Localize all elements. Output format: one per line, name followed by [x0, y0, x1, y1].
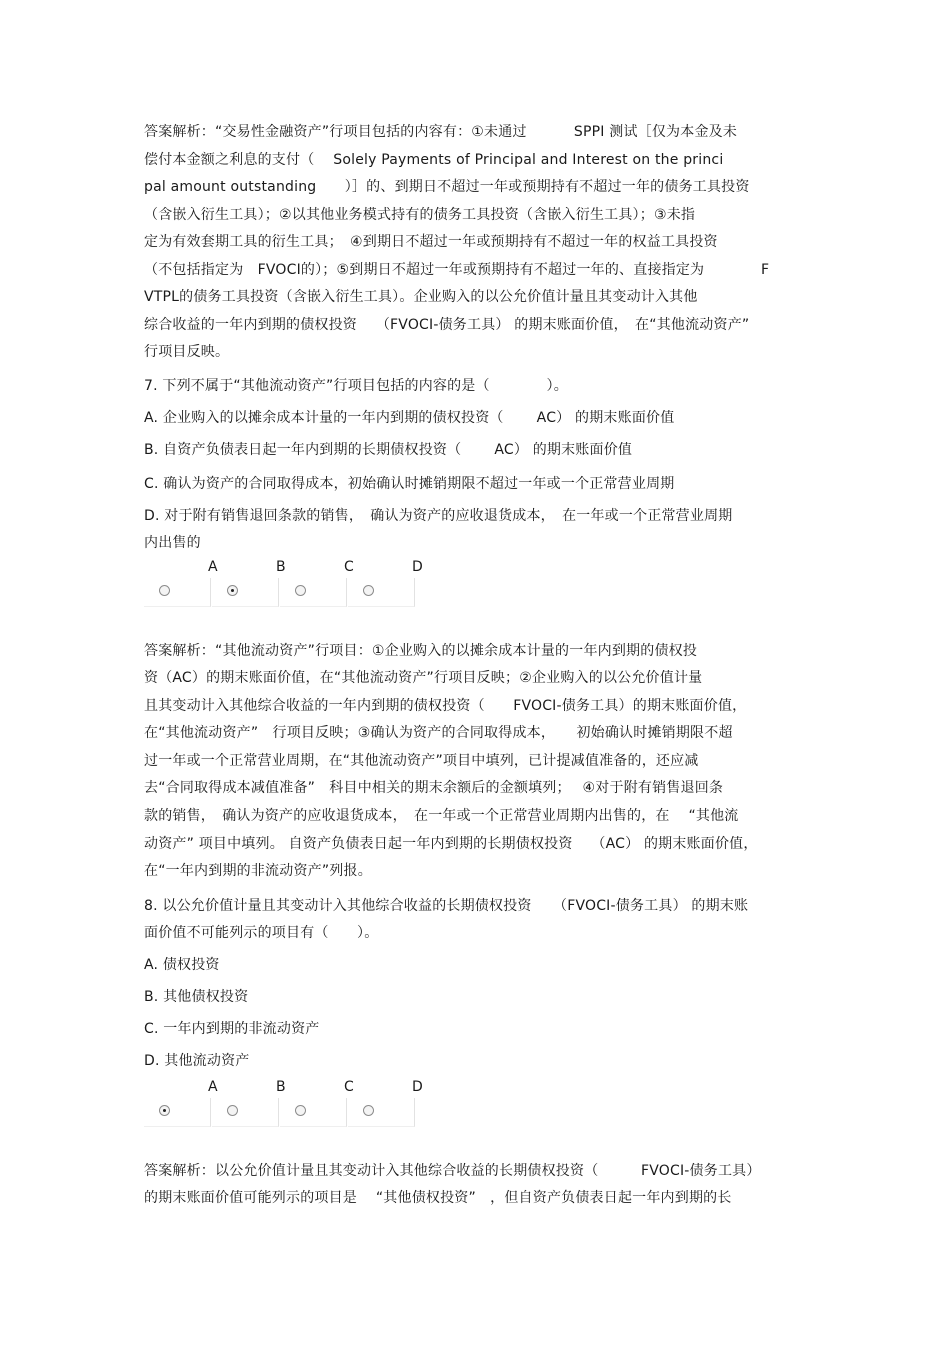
analysis-2-line: 在“其他流动资产” 行项目反映；③确认为资产的合同取得成本， 初始确认时摊销期限不超 — [144, 725, 733, 741]
radio-cell-a[interactable] — [144, 1098, 211, 1127]
choice-letter-a: A — [208, 559, 218, 575]
question-7-stem: 7. 下列不属于“其他流动资产”行项目包括的内容的是（ ）。 — [144, 378, 568, 394]
choice-letter-c: C — [344, 559, 354, 575]
analysis-3-line: 的期末账面价值可能列示的项目是 “其他债权投资” ，但自资产负债表日起一年内到期的长 — [144, 1190, 732, 1206]
analysis-1-line: 行项目反映。 — [144, 344, 230, 360]
analysis-2-line: 答案解析：“其他流动资产”行项目：①企业购入的以摊余成本计量的一年内到期的债权投 — [144, 643, 698, 659]
analysis-2-line: 在“一年内到期的非流动资产”列报。 — [144, 863, 372, 879]
choice-letter-b: B — [276, 559, 286, 575]
question-8-stem-cont: 面价值不可能列示的项目有（ ）。 — [144, 925, 379, 941]
analysis-2-line: 款的销售， 确认为资产的应收退货成本， 在一年或一个正常营业周期内出售的，在 “其他流 — [144, 808, 739, 824]
question-8-choice-letters — [144, 1077, 423, 1097]
radio-c[interactable] — [295, 585, 306, 596]
question-7-option-d: D. 对于附有销售退回条款的销售， 确认为资产的应收退货成本， 在一年或一个正常营业周期 — [144, 508, 733, 524]
choice-letter-a: A — [208, 1079, 218, 1095]
radio-a-selected[interactable] — [159, 1105, 170, 1116]
analysis-1-line: （不包括指定为 FVOCI的）；⑤到期日不超过一年或预期持有不超过一年的、直接指定为 F — [144, 262, 770, 278]
question-7-option-a: A. 企业购入的以摊余成本计量的一年内到期的债权投资（ AC） 的期末账面价值 — [144, 410, 675, 426]
radio-cell-c[interactable] — [280, 1098, 347, 1127]
analysis-1-line: VTPL的债务工具投资（含嵌入衍生工具）。企业购入的以公允价值计量且其变动计入其他 — [144, 289, 698, 305]
choice-letter-b: B — [276, 1079, 286, 1095]
choice-letter-d: D — [412, 559, 423, 575]
analysis-1-line: （含嵌入衍生工具）；②以其他业务模式持有的债务工具投资（含嵌入衍生工具）；③未指 — [144, 207, 696, 223]
analysis-2-line: 去“合同取得成本减值准备” 科目中相关的期末余额后的金额填列； ④对于附有销售退回条 — [144, 780, 724, 796]
radio-cell-b[interactable] — [212, 578, 279, 607]
analysis-2-line: 且其变动计入其他综合收益的一年内到期的债权投资（ FVOCI-债务工具）的期末账面价值， — [144, 698, 747, 714]
analysis-2-line: 过一年或一个正常营业周期，在“其他流动资产”项目中填列，已计提减值准备的，还应减 — [144, 753, 699, 769]
question-7-option-d-cont: 内出售的 — [144, 535, 201, 551]
radio-d[interactable] — [363, 585, 374, 596]
radio-b-selected[interactable] — [227, 585, 238, 596]
question-8-option-c: C. 一年内到期的非流动资产 — [144, 1021, 320, 1037]
analysis-1-line: 偿付本金额之利息的支付（ Solely Payments of Principal and Interest on the princi — [144, 152, 724, 168]
question-8-stem: 8. 以公允价值计量且其变动计入其他综合收益的长期债权投资 （FVOCI-债务工具） 的期末账 — [144, 898, 749, 914]
analysis-3-line: 答案解析：以公允价值计量且其变动计入其他综合收益的长期债权投资（ FVOCI-债务工具） — [144, 1163, 761, 1179]
radio-a[interactable] — [159, 585, 170, 596]
radio-c[interactable] — [295, 1105, 306, 1116]
question-8-option-b: B. 其他债权投资 — [144, 989, 249, 1005]
question-8-option-a: A. 债权投资 — [144, 957, 220, 973]
analysis-1-line: pal amount outstanding ）］的、到期日不超过一年或预期持有不超过一年的债务工具投资 — [144, 179, 750, 195]
question-8-option-d: D. 其他流动资产 — [144, 1053, 250, 1069]
analysis-2-line: 资（AC）的期末账面价值，在“其他流动资产”行项目反映；②企业购入的以公允价值计量 — [144, 670, 703, 686]
question-8-radio-group — [144, 1098, 404, 1128]
analysis-1-line: 综合收益的一年内到期的债权投资 （FVOCI-债务工具） 的期末账面价值， 在“其他流动资产” — [144, 317, 750, 333]
radio-cell-d[interactable] — [348, 578, 415, 607]
question-7-choice-letters — [144, 557, 423, 577]
choice-letter-d: D — [412, 1079, 423, 1095]
radio-cell-c[interactable] — [280, 578, 347, 607]
question-7-option-b: B. 自资产负债表日起一年内到期的长期债权投资（ AC） 的期末账面价值 — [144, 442, 633, 458]
radio-d[interactable] — [363, 1105, 374, 1116]
radio-b[interactable] — [227, 1105, 238, 1116]
analysis-2-line: 动资产” 项目中填列。 自资产负债表日起一年内到期的长期债权投资 （AC） 的期末账面价值， — [144, 836, 758, 852]
radio-cell-b[interactable] — [212, 1098, 279, 1127]
question-7-radio-group — [144, 578, 404, 608]
question-7-option-c: C. 确认为资产的合同取得成本，初始确认时摊销期限不超过一年或一个正常营业周期 — [144, 476, 675, 492]
analysis-1-line: 答案解析：“交易性金融资产”行项目包括的内容有：①未通过 SPPI 测试［仅为本金及未 — [144, 124, 738, 140]
choice-letter-c: C — [344, 1079, 354, 1095]
radio-cell-d[interactable] — [348, 1098, 415, 1127]
analysis-1-line: 定为有效套期工具的衍生工具； ④到期日不超过一年或预期持有不超过一年的权益工具投资 — [144, 234, 718, 250]
radio-cell-a[interactable] — [144, 578, 211, 607]
